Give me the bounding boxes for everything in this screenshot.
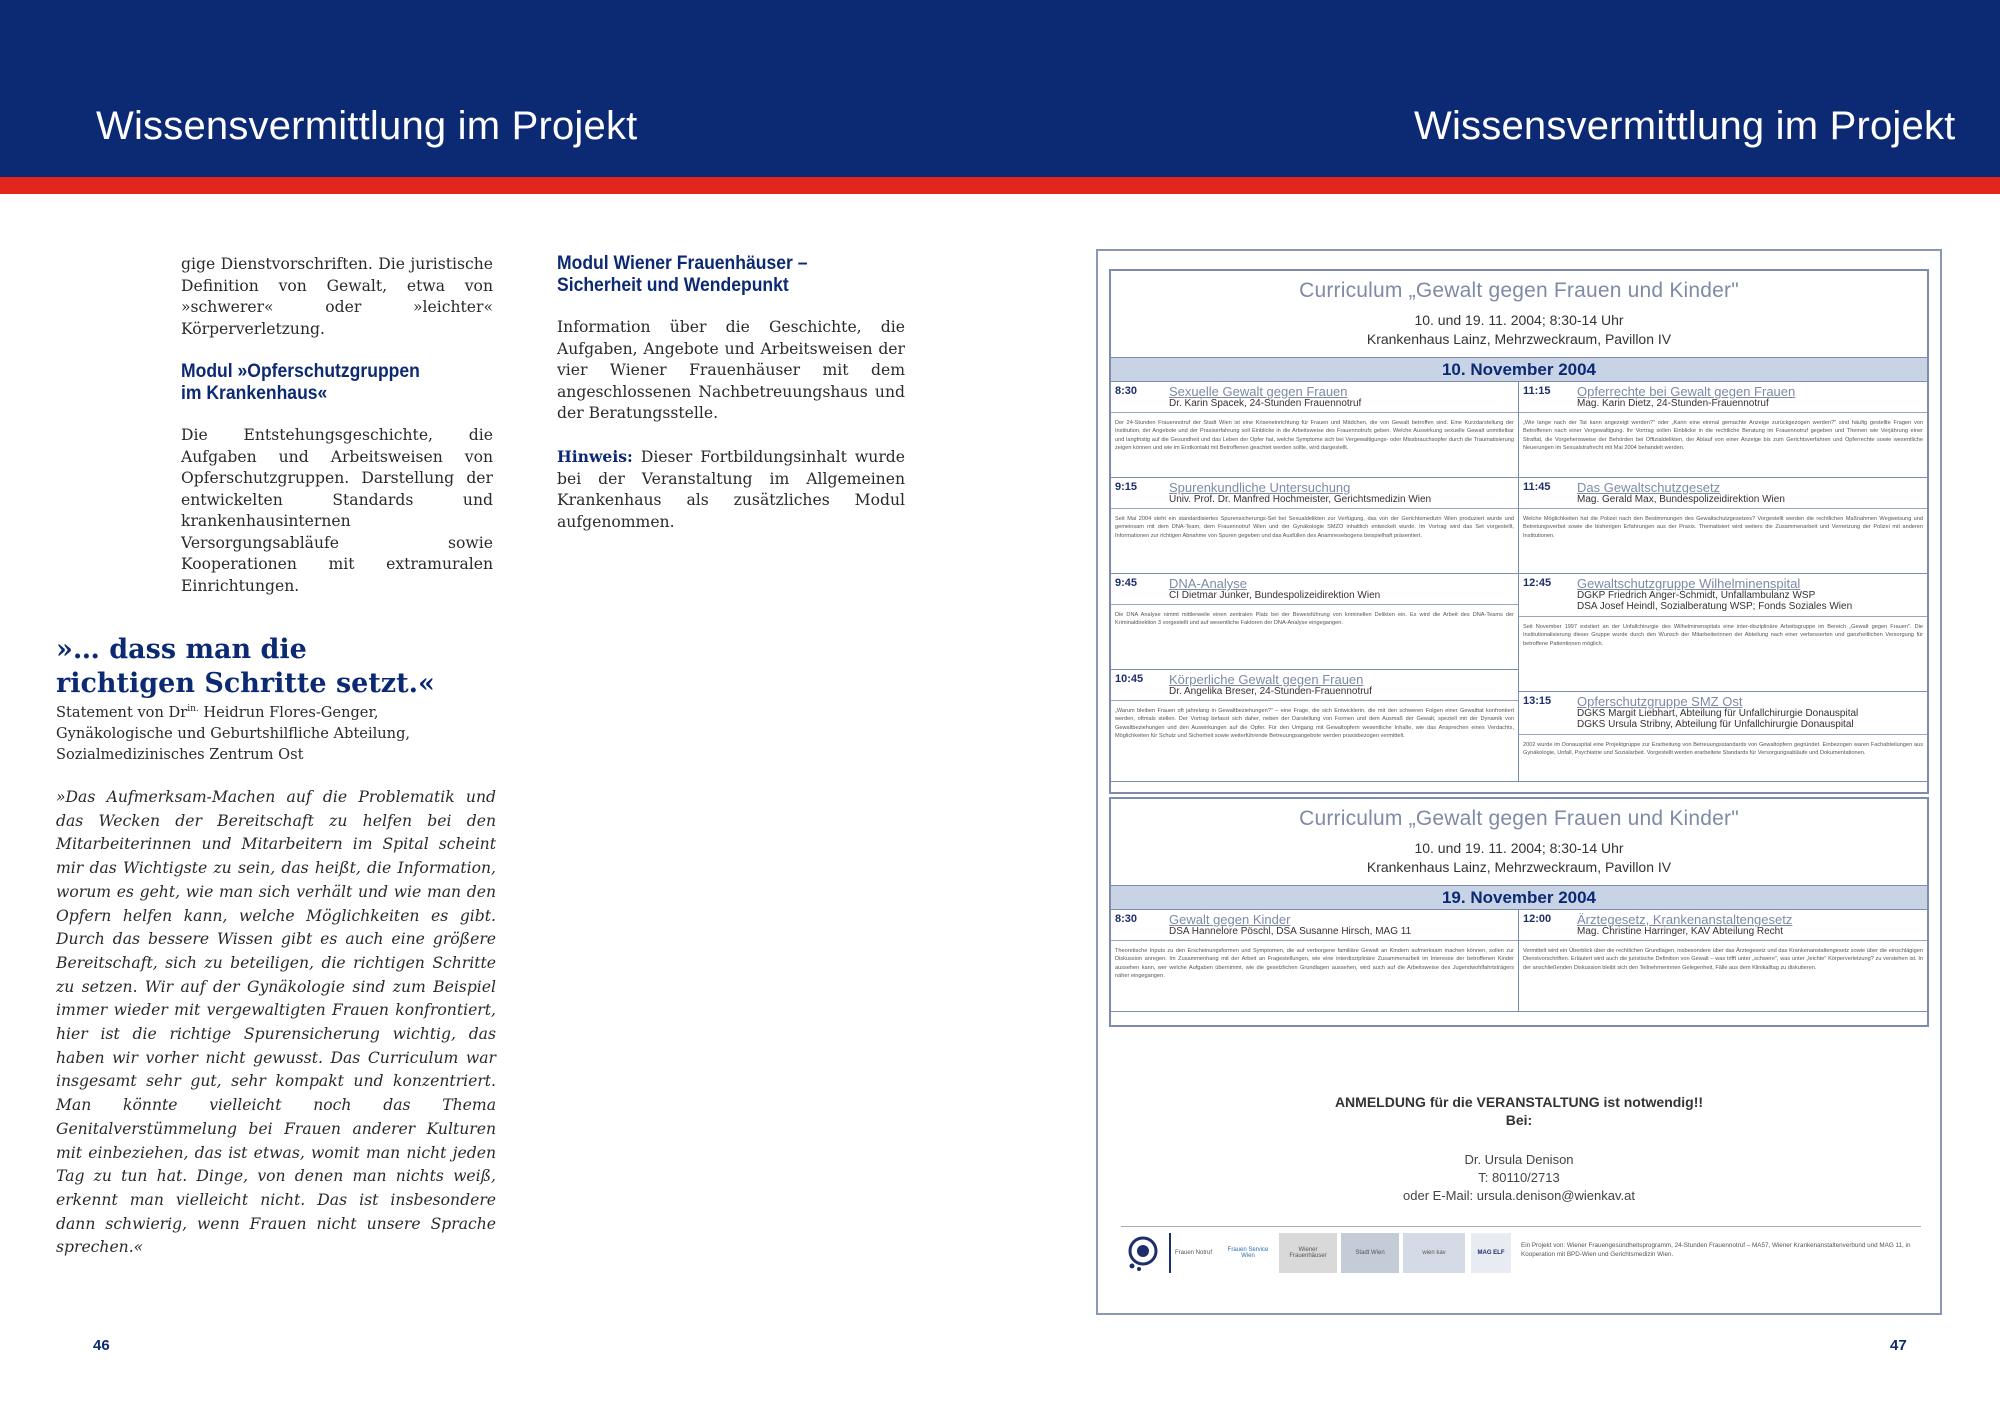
curriculum-day1-panel (1109, 269, 1929, 794)
statement-name: Heidrun Flores-Genger, (198, 703, 379, 721)
schedule-column-right (1519, 382, 1927, 782)
slot-title: Opferschutzgruppe SMZ Ost (1577, 694, 1743, 709)
slot-speaker: DSA Hannelore Pöschl, DSA Susanne Hirsch, MAG 11 (1169, 926, 1412, 937)
schedule-slot (1111, 382, 1518, 478)
slot-speaker: Mag. Karin Dietz, 24-Stunden-Frauennotruf (1577, 398, 1769, 409)
slot-header (1111, 670, 1518, 701)
module-heading-opferschutz (181, 360, 420, 404)
notruf-emblem-icon (1123, 1233, 1163, 1273)
registration-note (1098, 1093, 1940, 1129)
logo-text: Frauen Notruf (1169, 1233, 1219, 1273)
slot-time: 10:45 (1115, 673, 1144, 685)
module-heading-frauenhaeuser (557, 252, 807, 296)
curriculum-title: Curriculum „Gewalt gegen Frauen und Kinder" (1299, 279, 1739, 302)
schedule-column-left (1111, 910, 1519, 1012)
slot-description: Theoretische Inputs zu den Erscheinungsformen und Symptomen, die auf verborgene familiäre Gewalt an Kindern aufmerksam machen können, sollen zur Diskussion anregen. Im Zusammenhang mit der Arbeit an Fragestellungen, wie eine interdisziplinäre Zusammenarbeit im Interesse der betroffenen Kinder aussehen kann, wer welche Aufgaben übernimmt, wie die gesetzlichen Grundlagen aussehen, wird auch auf die Arbeitsweise des Jugendwohlfahrtsträgers näher eingegangen. (1115, 948, 1514, 980)
curriculum-flyer (1096, 249, 1942, 1315)
slot-title: Gewaltschutzgruppe Wilhelminenspital (1577, 576, 1801, 591)
slot-speaker: Dr. Karin Spacek, 24-Stunden Frauennotruf (1169, 398, 1362, 409)
logo-text: Stadt Wien (1341, 1233, 1399, 1273)
statement-prefix: Statement von Dr (56, 703, 188, 721)
slot-description: Vermittelt wird ein Überblick über die rechtlichen Grundlagen, insbesondere über das Ärztegesetz und das Krankenanstaltengesetz sowie über die einschlägigen Dienstvorschriften. Erläutert wird auch die juristische Definition von Gewalt – was trifft unter „schwere", was unter „leichte" Körperverletzung? zu verstehen ist. In der anschließenden Diskussion bleibt sich den Teilnehmerinnen Gelegenheit, Fälle aus dem Klinikalltag zu diskutieren. (1523, 948, 1923, 971)
schedule-column-right (1519, 910, 1927, 1012)
slot-speaker: DGKP Friedrich Anger-Schmidt, Unfallambulanz WSP DSA Josef Heindl, Sozialberatung WSP; Fonds Soziales Wien (1577, 590, 1853, 612)
logo-text: Wiener Frauenhäuser (1279, 1233, 1337, 1273)
intro-text: gige Dienstvorschriften. Die juristische Definition von Gewalt, etwa von »schwerer« oder »leichter« Körperverletzung. (181, 255, 493, 338)
contact-name: Dr. Ursula Denison (1464, 1152, 1574, 1167)
slot-speaker: DGKS Margit Liebhart, Abteilung für Unfallchirurgie Donauspital DGKS Ursula Stribny, Abteilung für Unfallchirurgie Donauspital (1577, 708, 1859, 730)
slot-time: 12:00 (1523, 913, 1552, 925)
curriculum-day2-panel (1109, 797, 1929, 1027)
slot-header (1111, 478, 1518, 509)
slot-speaker: Univ. Prof. Dr. Manfred Hochmeister, Gerichtsmedizin Wien (1169, 494, 1432, 505)
slot-time: 12:45 (1523, 577, 1552, 589)
slot-header (1519, 692, 1927, 735)
slot-time: 9:15 (1115, 481, 1138, 493)
slot-title: Ärztegesetz, Krankenanstaltengesetz (1577, 912, 1793, 927)
slot-description: „Wie lange nach der Tat kann angezeigt werden?" oder „Kann eine einmal gemachte Anzeige zurückgezogen werden?" sind häufig gestellte Fragen von Betroffenen nach einer Vergewaltigung. Ihr Vortrag sollen Einblicke in die rechtliche Beratung im Frauennotruf gegeben und Themen wie Verjährung einer Straftat, die Vorgehensweise der Behörden bei Offizialdelikten, der Ablauf von einer Anzeige bis zum Gerichtsverfahren und Opferrechte sowie wesentliche Neuerungen im Sexualstrafrecht mit Mai 2004 behandelt werden. (1523, 420, 1923, 452)
module-text-frauenhaeuser: Information über die Geschichte, die Aufgaben, Angebote und Arbeitsweisen der vier Wiener Frauenhäuser mit dem angeschlossenen Nachbetreuungshaus und der Beratungsstelle. (557, 318, 905, 422)
module-heading-line: im Krankenhaus« (181, 382, 328, 404)
schedule-slot (1519, 692, 1927, 782)
slot-time: 13:15 (1523, 695, 1552, 707)
page-title-left: Wissensvermittlung im Projekt (96, 104, 638, 148)
schedule-grid (1111, 382, 1927, 782)
slot-description: Die DNA Analyse nimmt mittlerweile einen zentralen Platz bei der Beweisführung von kriminellen Delikten ein. Es wird die Arbeit des DNA-Teams der Kriminaldirektion 3 vorgestellt und auf wesentliche Faktoren der DNA-Analyse eingegangen. (1115, 612, 1514, 627)
module-text-opferschutz: Die Entstehungsgeschichte, die Aufgaben und Arbeitsweisen von Opferschutzgruppen. Darstellung der entwickelten Standards und krankenhausinternen Versorgungsabläufe sowie Kooperationen mit extramuralen Einrichtungen. (181, 426, 493, 595)
statement-attribution (56, 699, 410, 765)
registration-line: ANMELDUNG für die VERANSTALTUNG ist notwendig!! (1334, 1094, 1704, 1110)
quote-headline (56, 633, 435, 701)
schedule-slot (1111, 574, 1518, 670)
slot-header (1111, 910, 1518, 941)
schedule-column-left (1111, 382, 1519, 782)
slot-description: Seit Mai 2004 steht ein standardisiertes Spurensicherungs-Set bei Sexualdelikten zur Verfügung, das von der Gerichtsmedizin Wien produziert wurde und gemeinsam mit dem DNA-Team, dem Frauennotruf Wien und der Gynäkologie SMZO inhaltlich entwickelt wurde. Im Vortrag wird das Set vorgestellt, Informationen zur richtigen Abnahme von Spuren gegeben und das Ausfüllen des Anamnesebogens beispielhaft präsentiert. (1115, 516, 1514, 539)
curriculum-dates: 10. und 19. 11. 2004; 8:30-14 Uhr (1414, 312, 1624, 328)
schedule-slot (1519, 382, 1927, 478)
schedule-slot (1519, 478, 1927, 574)
slot-title: Gewalt gegen Kinder (1169, 912, 1291, 927)
contact-block (1098, 1151, 1940, 1205)
day-header: 10. November 2004 (1111, 357, 1927, 382)
schedule-slot (1111, 670, 1518, 782)
slot-title: Sexuelle Gewalt gegen Frauen (1169, 384, 1348, 399)
contact-phone: T: 80110/2713 (1478, 1170, 1560, 1185)
quote-body: »Das Aufmerksam-Machen auf die Problematik und das Wecken der Bereitschaft zu helfen bei den Mitarbeiterinnen und Mitarbeitern im Spital scheint mir das Wichtigste zu sein, das heißt, die Information, worum es geht, wie man sich verhält und wie man den Opfern helfen kann, welche Möglichkeiten es gibt. Durch das bessere Wissen gibt es auch eine größere Bereitschaft, sich zu beteiligen, die richtigen Schritte zu setzen. Wir auf der Gynäkologie sind zum Beispiel immer wieder mit vergewaltigten Frauen konfrontiert, hier ist die richtige Spurensicherung wichtig, das haben wir vorher nicht gewusst. Das Curriculum war insgesamt sehr gut, sehr kompakt und konzentriert. Man könnte vielleicht noch das Thema Genitalverstümmelung bei Frauen anderer Kulturen mit einbeziehen, das ist etwas, womit man nicht jeden Tag zu tun hat. Dinge, von denen man nichts weiß, erkennt man vielleicht nicht. Das ist insbesondere dann schwierig, wenn Frauen nicht unsere Sprache sprechen.« (56, 788, 496, 1257)
slot-speaker: Dr. Angelika Breser, 24-Stunden-Frauennotruf (1169, 686, 1372, 697)
quote-headline-line: »… dass man die (56, 634, 307, 665)
partner-logos (1121, 1226, 1921, 1285)
slot-time: 8:30 (1115, 385, 1138, 397)
schedule-slot (1111, 910, 1518, 1012)
slot-header (1519, 382, 1927, 413)
curriculum-location: Krankenhaus Lainz, Mehrzweckraum, Pavillon IV (1366, 331, 1672, 347)
slot-description: Seit November 1997 existiert an der Unfallchirurgie des Wilhelminenspitals eine inter-disziplinäre Arbeitsgruppe im Bereich „Gewalt gegen Frauen". Die Institutionalisierung dieser Gruppe wurde durch den Wunsch der Mitarbeiterinnen der Abteilung nach einer verbesserten und ganzheitlichen Versorgung für betroffene Patientinnen möglich. (1523, 624, 1923, 647)
day-header: 19. November 2004 (1111, 885, 1927, 910)
slot-description: Der 24-Stunden Frauennotruf der Stadt Wien ist eine Kriseneinrichtung für Frauen und Mädchen, die von Gewalt betroffen sind. Eine Kurzdarstellung der Institution, der Angebote und der Praxiserfahrung soll Einblicke in die Arbeitsweise des Frauennotrufs geben. Welche Auswirkung sexuelle Gewalt unmittelbar und langfristig auf die Gesundheit und das Leben der Opfer hat, welche Symptome sich bei Vergewaltigungs- oder Missbrauchsopfer durch die Traumatisierung zeigen können und wie im Erstkontakt mit Betroffenen geachtet werden sollte, wird dargestellt. (1115, 420, 1514, 452)
module-heading-line: Modul »Opferschutzgruppen (181, 360, 420, 382)
curriculum-title: Curriculum „Gewalt gegen Frauen und Kinder" (1299, 807, 1739, 830)
slot-description: 2002 wurde im Donauspital eine Projektgruppe zur Erarbeitung von Betreuungsstandards von Gewaltopfern gegründet. Einbezogen waren Fachabteilungen aus Gynäkologie, Unfall, Psychiatrie und Sozialarbeit. Vorgestellt werden erarbeitete Standards für Versorgungsabläufe und Dokumentationen. (1523, 742, 1923, 757)
slot-title: Spurenkundliche Untersuchung (1169, 480, 1351, 495)
slot-header (1519, 574, 1927, 617)
slot-time: 11:45 (1523, 481, 1551, 493)
logo-text: MAG ELF (1471, 1233, 1511, 1273)
schedule-slot (1519, 910, 1927, 1012)
slot-time: 8:30 (1115, 913, 1138, 925)
statement-line: Gynäkologische und Geburtshilfliche Abteilung, (56, 724, 411, 742)
statement-sup: in. (187, 704, 199, 714)
logo-text: Frauen Service Wien (1227, 1247, 1269, 1259)
hint-text: Dieser Fortbildungsinhalt wurde bei der Veranstaltung im Allgemeinen Krankenhaus als zusätzliches Modul aufgenommen. (557, 448, 905, 531)
slot-title: DNA-Analyse (1169, 576, 1248, 591)
slot-time: 11:15 (1523, 385, 1551, 397)
module-heading-line: Modul Wiener Frauenhäuser – (557, 252, 808, 274)
slot-speaker: CI Dietmar Junker, Bundespolizeidirektion Wien (1169, 590, 1381, 601)
slot-description: Welche Möglichkeiten hat die Polizei nach den Bestimmungen des Gewaltschutzgesetzes? Vorgestellt werden die rechtlichen Maßnahmen Wegweisung und Betretungsverbot sowie die bisherigen Erfahrungen aus der Praxis. Thematisiert wird weiters die Zusammenarbeit und Vernetzung der Polizei mit anderen Institutionen. (1523, 516, 1923, 539)
slot-header (1519, 478, 1927, 509)
slot-speaker: Mag. Gerald Max, Bundespolizeidirektion Wien (1577, 494, 1785, 505)
hint-label: Hinweis: (557, 447, 633, 466)
module-heading-line: Sicherheit und Wendepunkt (557, 274, 789, 296)
slot-description: „Warum bleiben Frauen oft jahrelang in Gewaltbeziehungen?" – eine Frage, die sich Entwicklerin, die mit den schweren Folgen einer Gewalttat konfrontiert werden, oftmals stellen. Der Vortrag befasst sich daher, neben der Darstellung von Formen und dem Ausmaß der Gewalt, speziell mit der Dynamik von Gewaltbeziehungen und den Auswirkungen auf die Opfer. Für den Umgang mit Gewaltopfern wesentliche Inhalte, wie das Ansprechen eines Verdachts, Möglichkeiten für Schutz und Sicherheit sowie weiterführende Betreuungsangebote werden praxisbezogen vermittelt. (1115, 708, 1514, 740)
header-stripe (0, 177, 2000, 194)
page-number-right: 47 (1890, 1337, 1907, 1354)
slot-time: 9:45 (1115, 577, 1138, 589)
slot-header (1111, 574, 1518, 605)
page-number-left: 46 (93, 1337, 110, 1354)
contact-email: oder E-Mail: ursula.denison@wienkav.at (1403, 1188, 1635, 1203)
schedule-slot (1519, 574, 1927, 692)
slot-title: Opferrechte bei Gewalt gegen Frauen (1577, 384, 1796, 399)
logo-frauennotruf (1121, 1233, 1165, 1273)
hint-paragraph (557, 446, 905, 533)
statement-line: Sozialmedizinisches Zentrum Ost (56, 745, 304, 763)
logo-text: wien kav (1403, 1233, 1465, 1273)
flyer-footer-text: Ein Projekt von: Wiener Frauengesundheitsprogramm, 24-Stunden Frauennotruf – MA57, Wiener Krankenanstaltenverbund und MAG 11, in Kooperation mit BPD-Wien und Gerichtsmedizin Wien. (1521, 1242, 1911, 1258)
header-bar (0, 0, 2000, 177)
slot-title: Das Gewaltschutzgesetz (1577, 480, 1721, 495)
slot-header (1519, 910, 1927, 941)
curriculum-dates: 10. und 19. 11. 2004; 8:30-14 Uhr (1414, 840, 1624, 856)
schedule-grid (1111, 910, 1927, 1012)
slot-speaker: Mag. Christine Harringer, KAV Abteilung Recht (1577, 926, 1784, 937)
quote-headline-line: richtigen Schritte setzt.« (56, 668, 435, 699)
slot-header (1111, 382, 1518, 413)
page-title-right: Wissensvermittlung im Projekt (1414, 104, 1956, 148)
slot-title: Körperliche Gewalt gegen Frauen (1169, 672, 1364, 687)
registration-line: Bei: (1505, 1112, 1533, 1128)
schedule-slot (1111, 478, 1518, 574)
curriculum-location: Krankenhaus Lainz, Mehrzweckraum, Pavillon IV (1366, 859, 1672, 875)
